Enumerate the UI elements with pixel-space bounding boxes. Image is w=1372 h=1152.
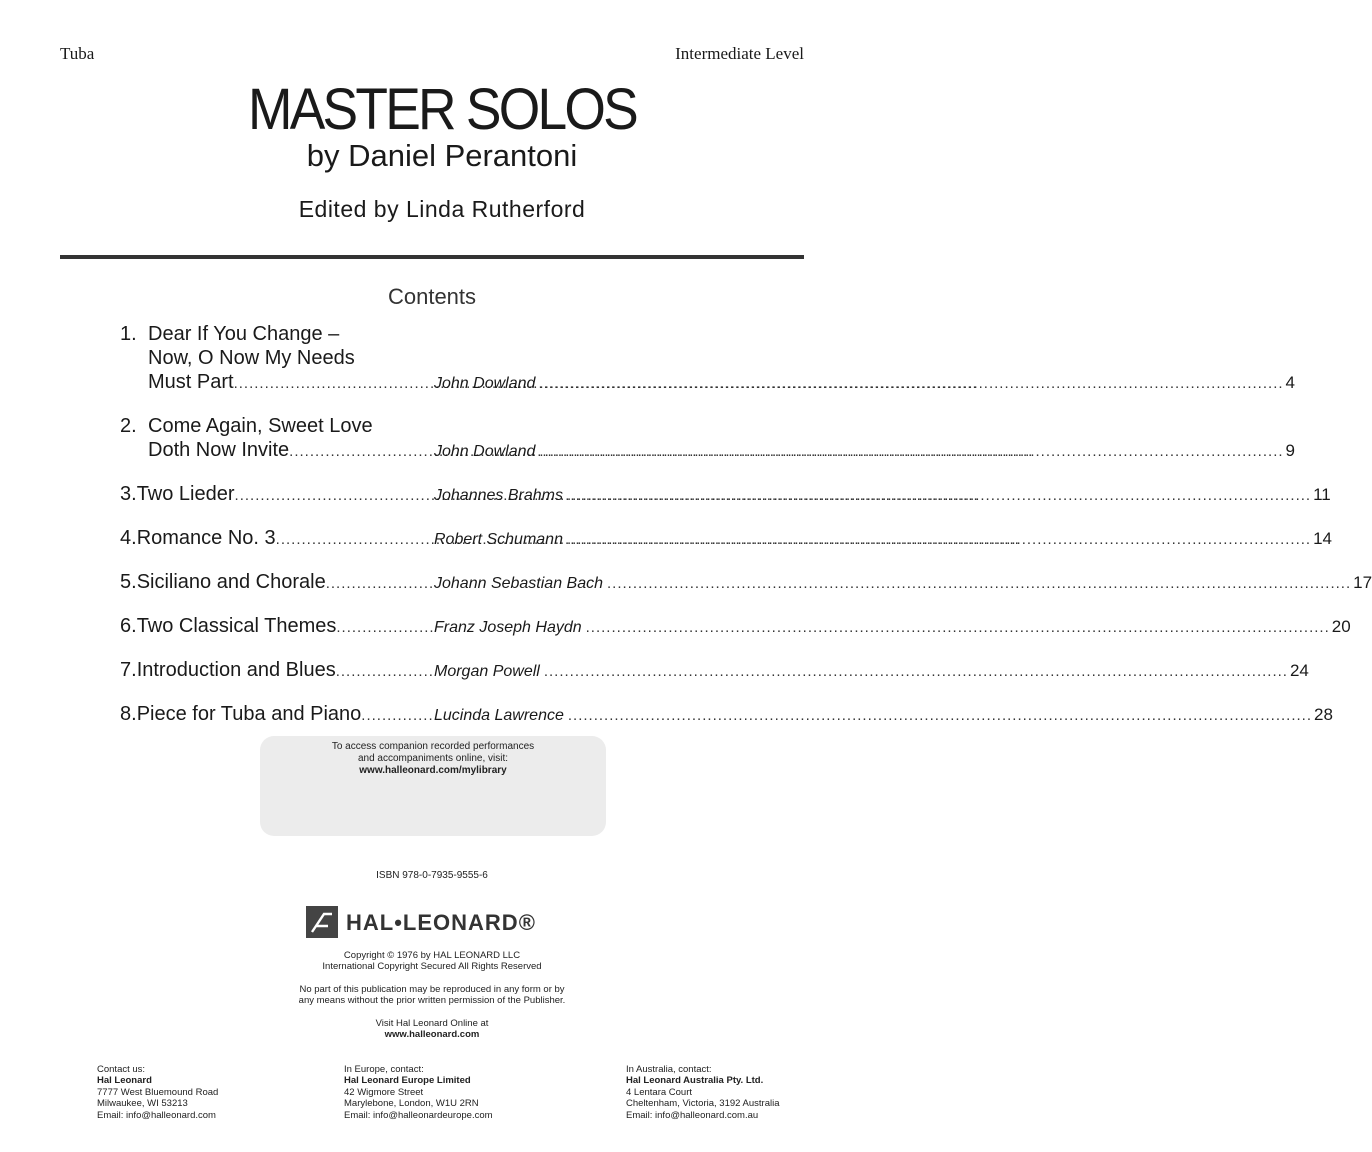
dot-leader — [567, 484, 1311, 508]
disclaimer-line: any means without the prior written permission of the Publisher. — [298, 995, 566, 1006]
copyright-notice — [0, 950, 864, 972]
toc-composer: Robert Schumann — [434, 531, 563, 548]
toc-entry — [120, 482, 1331, 508]
contact-email[interactable]: Email: info@halleonardeurope.com — [344, 1109, 493, 1121]
reproduction-disclaimer — [0, 984, 864, 1006]
toc-page: 24 — [1289, 661, 1309, 680]
contents-heading: Contents — [387, 284, 477, 309]
contact-name: Hal Leonard Europe Limited — [344, 1075, 471, 1087]
toc-title: Doth Now Invite — [148, 439, 290, 461]
toc-page: 9 — [1285, 441, 1295, 460]
contact-label: In Europe, contact: — [344, 1064, 424, 1075]
toc-composer: Lucinda Lawrence — [434, 707, 564, 724]
toc-number: 5. — [120, 571, 137, 593]
dot-leader — [539, 440, 1283, 464]
toc-composer: Morgan Powell — [434, 663, 540, 680]
visit-online — [0, 1018, 864, 1040]
table-of-contents — [120, 322, 1372, 746]
toc-title-line: Dear If You Change – — [148, 323, 340, 345]
toc-composer: Franz Joseph Haydn — [434, 619, 582, 636]
contact-europe-block — [344, 1064, 493, 1121]
contact-email[interactable]: Email: info@halleonard.com — [97, 1109, 216, 1121]
contact-address: 7777 West Bluemound Road — [97, 1086, 219, 1098]
access-url-link[interactable]: www.halleonard.com/mylibrary — [359, 765, 507, 776]
toc-entry — [120, 658, 1309, 684]
book-title: MASTER SOLOS — [248, 77, 636, 142]
contact-name: Hal Leonard Australia Pty. Ltd. — [626, 1075, 764, 1087]
toc-title: Introduction and Blues — [136, 659, 336, 681]
copyright-line: Copyright © 1976 by HAL LEONARD LLC — [343, 950, 521, 961]
dot-leader — [336, 616, 434, 640]
toc-title-line: Now, O Now My Needs — [148, 347, 355, 369]
toc-title: Two Lieder — [136, 483, 235, 505]
instrument-label: Tuba — [60, 44, 95, 63]
isbn: ISBN 978-0-7935-9555-6 — [376, 870, 488, 881]
dot-leader — [544, 660, 1288, 684]
editor-line: Edited by Linda Rutherford — [298, 196, 586, 222]
visit-line: Visit Hal Leonard Online at — [375, 1018, 489, 1029]
toc-title: Must Part — [148, 371, 234, 393]
contact-us-block — [97, 1064, 218, 1121]
contact-label: Contact us: — [97, 1064, 146, 1075]
contact-address: 4 Lentara Court — [626, 1086, 693, 1098]
dot-leader — [586, 616, 1330, 640]
hal-leonard-logo-icon — [306, 906, 338, 938]
contact-name: Hal Leonard — [97, 1075, 152, 1087]
toc-number: 6. — [120, 615, 137, 637]
access-line: and accompaniments online, visit: — [357, 753, 509, 764]
contact-email[interactable]: Email: info@halleonard.com.au — [626, 1109, 759, 1121]
toc-page: 17 — [1353, 573, 1372, 592]
publisher-logo-text: HAL•LEONARD® — [346, 910, 536, 935]
toc-entry — [120, 322, 1295, 396]
website-link[interactable]: www.halleonard.com — [384, 1029, 480, 1040]
toc-composer: John Dowland — [434, 443, 536, 460]
dot-leader — [361, 704, 434, 728]
toc-page: 14 — [1313, 529, 1333, 548]
toc-title: Piece for Tuba and Piano — [136, 703, 362, 725]
toc-composer: John Dowland — [434, 375, 536, 392]
toc-number: 1. — [120, 323, 137, 345]
contact-address: Milwaukee, WI 53213 — [97, 1098, 188, 1110]
dot-leader — [336, 660, 434, 684]
level-label: Intermediate Level — [675, 44, 804, 63]
toc-page: 20 — [1331, 617, 1351, 636]
header-divider — [60, 255, 804, 259]
toc-title: Siciliano and Chorale — [136, 571, 326, 593]
toc-composer: Johannes Brahms — [434, 487, 563, 504]
toc-composer: Johann Sebastian Bach — [434, 575, 604, 592]
toc-page: 4 — [1285, 373, 1295, 392]
disclaimer-line: No part of this publication may be reproduced in any form or by — [299, 984, 565, 995]
copyright-line: International Copyright Secured All Rights Reserved — [322, 961, 542, 972]
author-line: by Daniel Perantoni — [306, 138, 578, 173]
contact-address: Cheltenham, Victoria, 3192 Australia — [626, 1098, 780, 1110]
toc-number: 7. — [120, 659, 137, 681]
toc-page: 28 — [1314, 705, 1333, 724]
dot-leader — [567, 528, 1311, 552]
contact-label: In Australia, contact: — [626, 1064, 712, 1075]
dot-leader — [607, 572, 1351, 596]
toc-title: Romance No. 3 — [136, 527, 276, 549]
toc-entry — [120, 570, 1372, 596]
toc-number: 4. — [120, 527, 137, 549]
toc-number: 8. — [120, 703, 137, 725]
toc-number: 2. — [120, 415, 137, 437]
dot-leader — [326, 572, 434, 596]
contact-address: Marylebone, London, W1U 2RN — [344, 1098, 479, 1110]
toc-entry — [120, 526, 1333, 552]
access-line: To access companion recorded performances — [331, 741, 535, 752]
toc-page: 11 — [1313, 485, 1331, 504]
contact-address: 42 Wigmore Street — [344, 1086, 424, 1098]
toc-entry — [120, 614, 1351, 640]
toc-entry — [120, 702, 1333, 728]
toc-title-line: Come Again, Sweet Love — [148, 415, 373, 437]
toc-number: 3. — [120, 483, 137, 505]
toc-title: Two Classical Themes — [136, 615, 337, 637]
online-access-text — [260, 741, 606, 777]
dot-leader — [539, 372, 1283, 396]
toc-entry — [120, 414, 1295, 464]
contact-australia-block — [626, 1064, 780, 1121]
dot-leader — [568, 704, 1312, 728]
